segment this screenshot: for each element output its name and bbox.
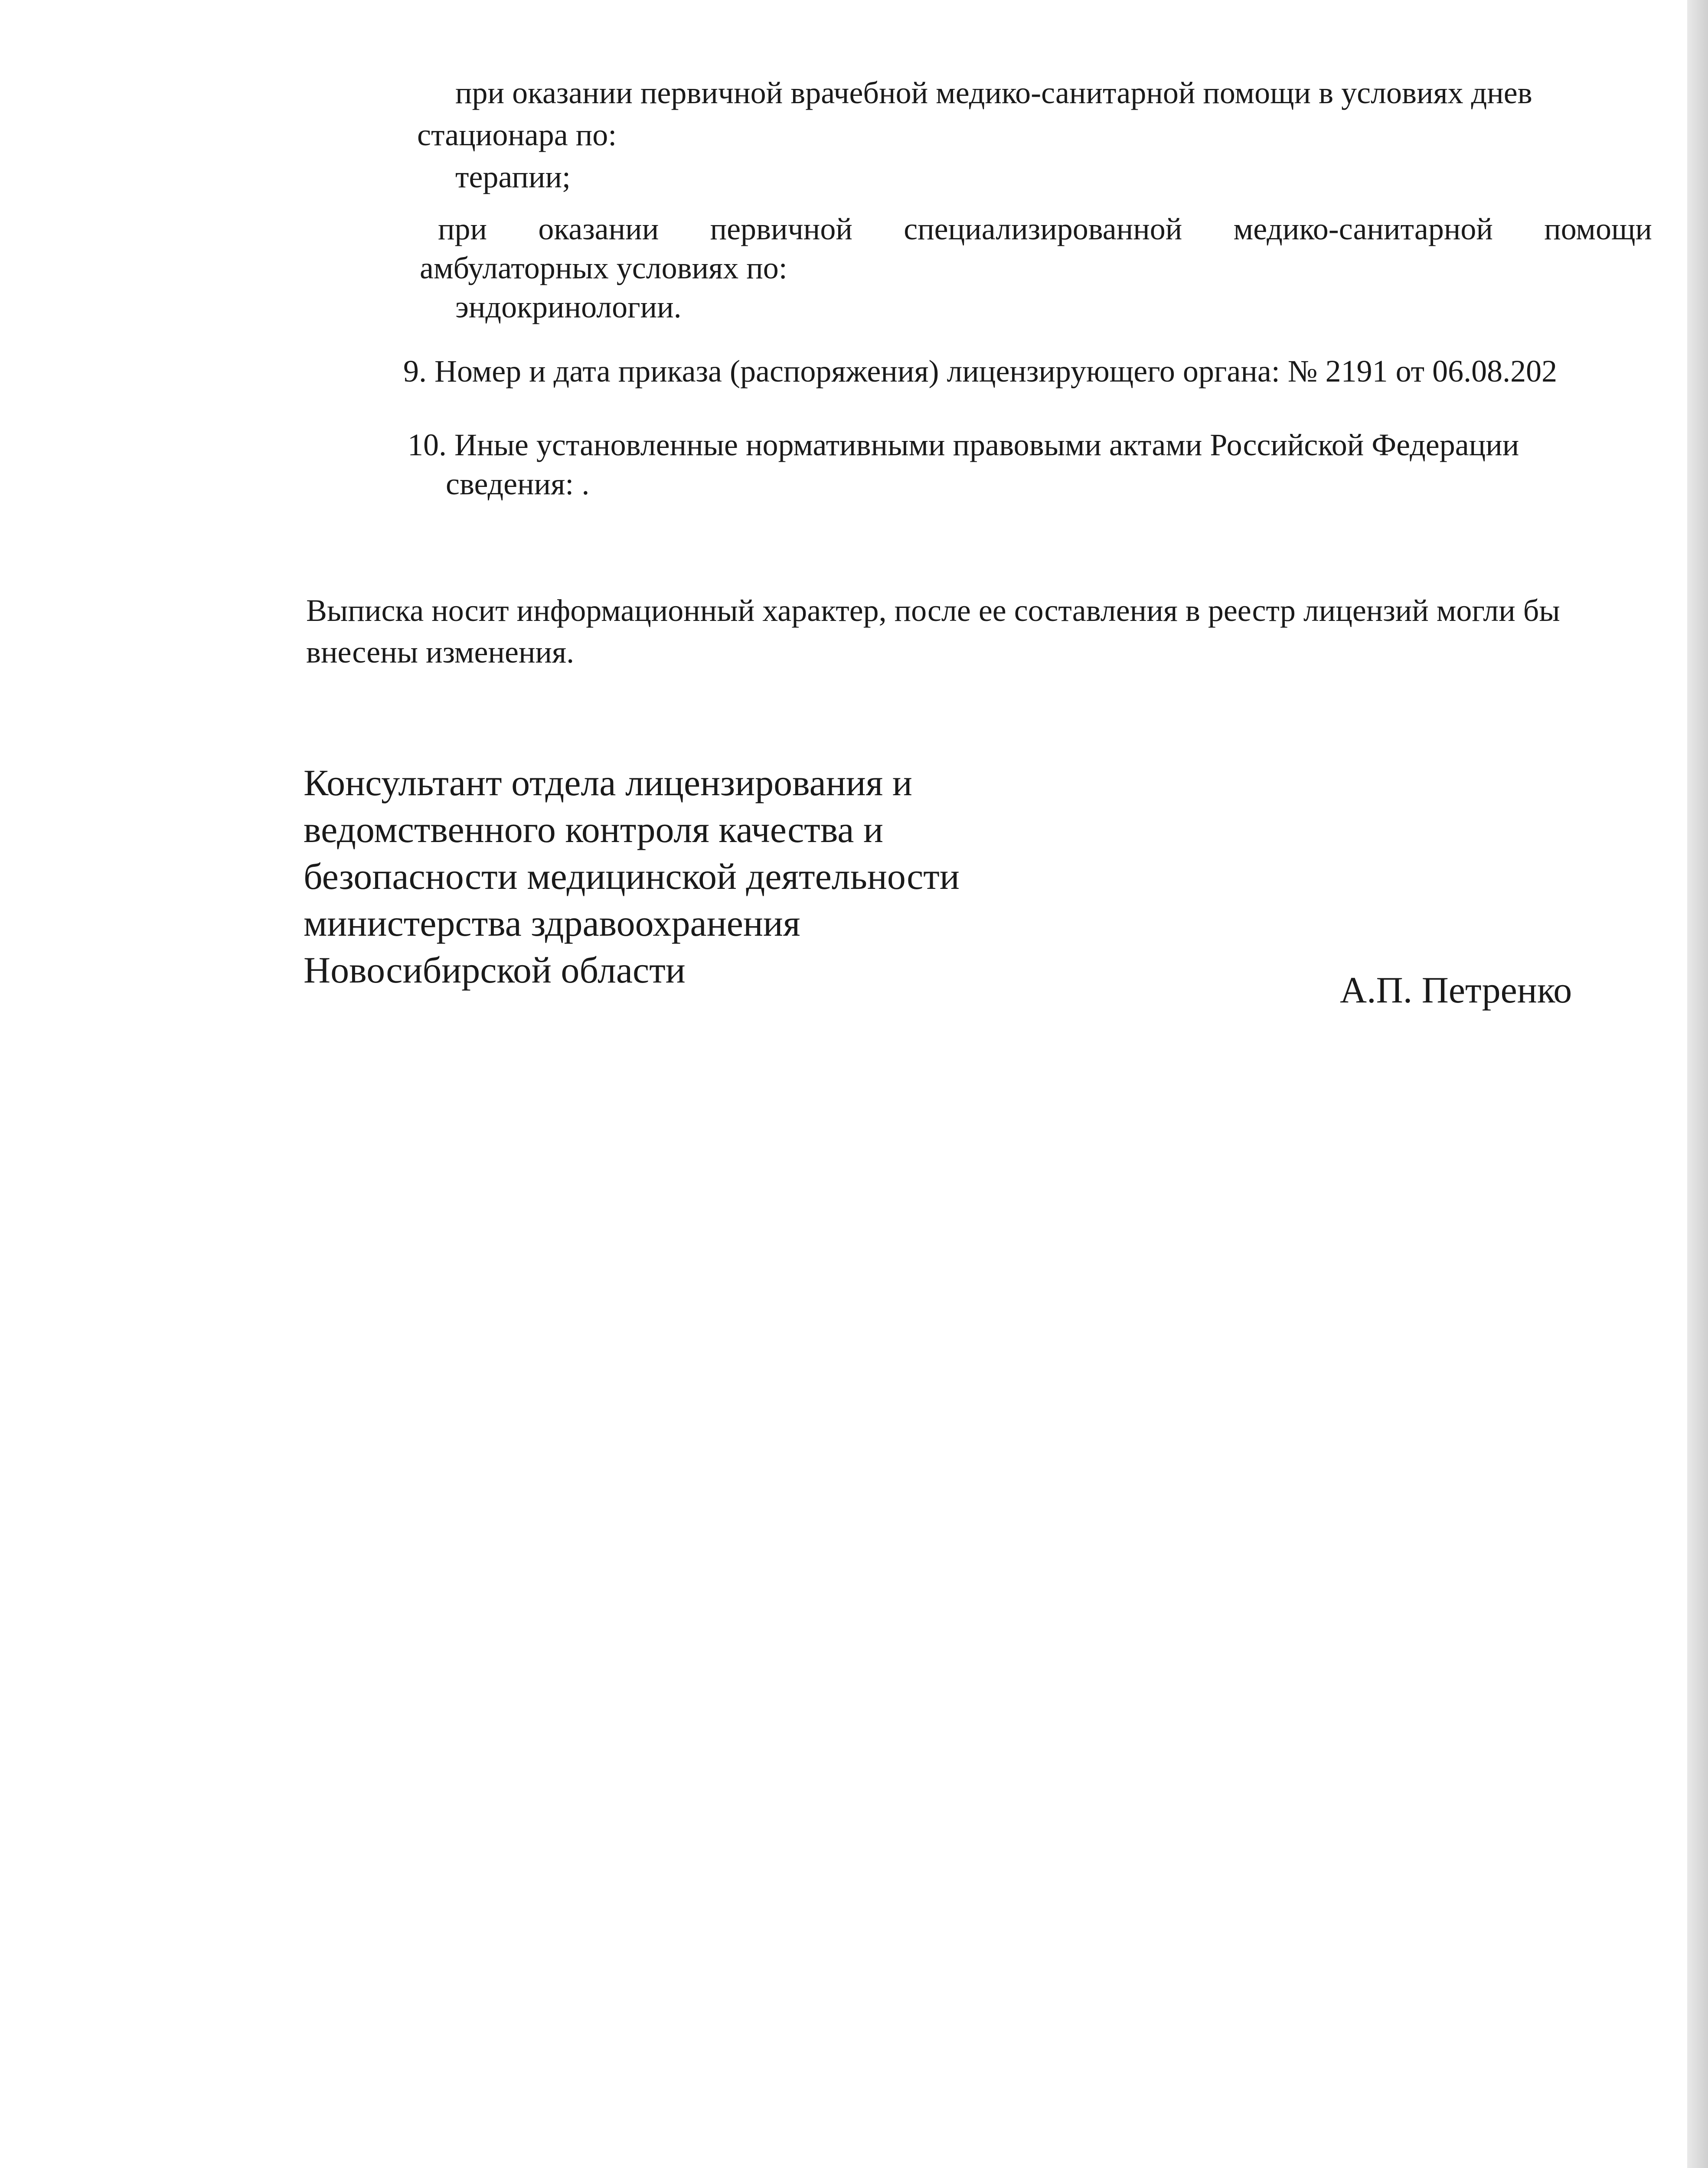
paragraph-2-line-1 — [438, 213, 1652, 245]
word: медико-санитарной — [1233, 212, 1493, 246]
item-10-line-1: 10. Иные установленные нормативными правовыми актами Российской Федерации — [408, 428, 1519, 462]
page-edge-shadow — [1687, 0, 1708, 2168]
word: первичной — [710, 212, 852, 246]
signer-title-line-4: министерства здравоохранения — [304, 902, 800, 944]
disclaimer-line-2: внесены изменения. — [306, 635, 575, 669]
signer-title-line-1: Консультант отдела лицензирования и — [304, 762, 912, 803]
item-10-line-2: сведения: . — [446, 467, 590, 501]
paragraph-2-item: эндокринологии. — [455, 290, 682, 324]
paragraph-1-item: терапии; — [455, 160, 571, 194]
word: помощи — [1544, 212, 1652, 246]
signer-title-line-3: безопасности медицинской деятельности — [304, 855, 960, 897]
signer-name: А.П. Петренко — [1340, 969, 1572, 1011]
word: оказании — [538, 212, 659, 246]
word: специализированной — [904, 212, 1182, 246]
signer-title-line-5: Новосибирской области — [304, 949, 686, 991]
paragraph-2-line-2: амбулаторных условиях по: — [420, 251, 787, 285]
paragraph-1-line-2: стационара по: — [417, 118, 617, 152]
item-9-order-number: 9. Номер и дата приказа (распоряжения) лицензирующего органа: № 2191 от 06.08.202 — [403, 354, 1558, 389]
paragraph-1-line-1: при оказании первичной врачебной медико-санитарной помощи в условиях днев — [455, 75, 1532, 110]
disclaimer-line-1: Выписка носит информационный характер, после ее составления в реестр лицензий могли бы — [306, 593, 1560, 628]
signer-title-line-2: ведомственного контроля качества и — [304, 809, 883, 850]
word: при — [438, 212, 487, 246]
